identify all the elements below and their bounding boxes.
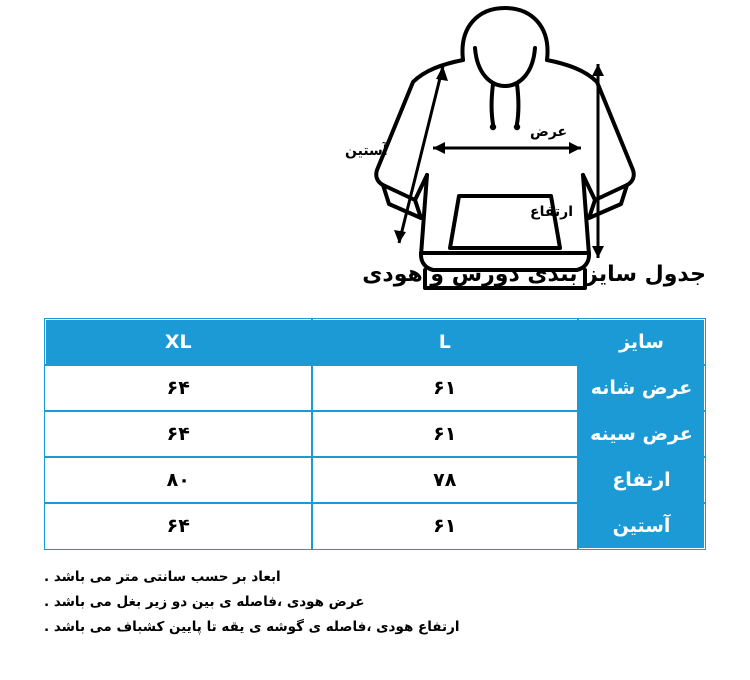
note-line-3: ارتفاع هودی ،فاصله ی گوشه ی یقه تا پایین کشباف می باشد .: [44, 618, 460, 635]
hoodie-illustration: [345, 0, 655, 305]
note-line-2: عرض هودی ،فاصله ی بین دو زیر بغل می باشد .: [44, 593, 365, 610]
table-row: [45, 365, 705, 411]
row-label-height: ارتفاع: [578, 457, 705, 503]
size-table: [44, 318, 706, 550]
table-header-xl: XL: [45, 319, 312, 365]
row-label-sleeve: آستین: [578, 503, 705, 549]
annotation-sleeve: آستین: [345, 143, 388, 159]
cell-chest-width-xl: ۶۴: [45, 411, 312, 457]
row-label-chest-width: عرض سینه: [578, 411, 705, 457]
table-header-size: سایز: [578, 319, 705, 365]
row-label-shoulder-width: عرض شانه: [578, 365, 705, 411]
cell-sleeve-xl: ۶۴: [45, 503, 312, 549]
table-header-l: L: [312, 319, 579, 365]
cell-shoulder-width-xl: ۶۴: [45, 365, 312, 411]
cell-chest-width-l: ۶۱: [312, 411, 579, 457]
size-table-wrapper: [44, 318, 706, 550]
page-title: جدول سایز بندی دورس و هودی: [362, 262, 706, 287]
table-row: [45, 457, 705, 503]
cell-sleeve-l: ۶۱: [312, 503, 579, 549]
cell-height-xl: ۸۰: [45, 457, 312, 503]
table-row: [45, 503, 705, 549]
notes-block: [44, 565, 706, 640]
table-header-row: [45, 319, 705, 365]
cell-shoulder-width-l: ۶۱: [312, 365, 579, 411]
annotation-width: عرض: [530, 124, 568, 140]
note-line-1: ابعاد بر حسب سانتی متر می باشد .: [44, 569, 281, 585]
hoodie-drawing: [355, 0, 655, 305]
cell-height-l: ۷۸: [312, 457, 579, 503]
table-row: [45, 411, 705, 457]
annotation-height: ارتفاع: [530, 204, 574, 220]
